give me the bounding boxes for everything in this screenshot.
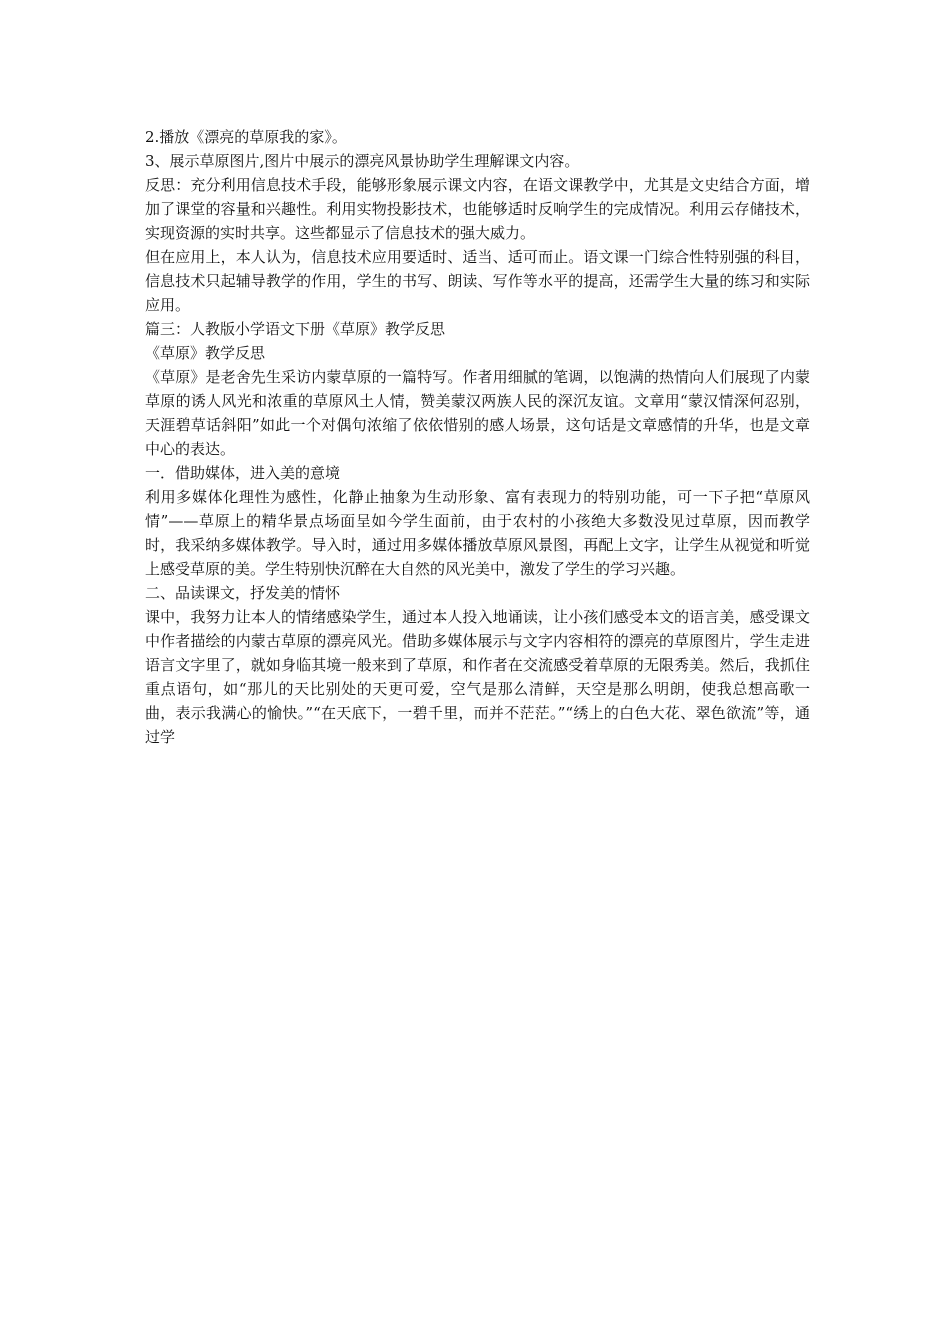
paragraph-application: 但在应用上，本人认为，信息技术应用要适时、适当、适可而止。语文课一门综合性特别强的科目，信息技术只起辅导教学的作用，学生的书写、朗读、写作等水平的提高，还需学生大量的练习和实际应用。 [145,248,810,314]
paragraph-reflection: 反思：充分利用信息技术手段，能够形象展示课文内容，在语文课教学中，尤其是文史结合方面，增加了课堂的容量和兴趣性。利用实物投影技术，也能够适时反响学生的完成情况。利用云存储技术，实现资源的实时共享。这些都显示了信息技术的强大威力。 [145,176,810,242]
document-body [145,125,810,749]
paragraph-reading: 课中，我努力让本人的情绪感染学生，通过本人投入地诵读，让小孩们感受本文的语言美，感受课文中作者描绘的内蒙古草原的漂亮风光。借助多媒体展示与文字内容相符的漂亮的草原图片，学生走进语言文字里了，就如身临其境一般来到了草原，和作者在交流感受着草原的无限秀美。然后，我抓住重点语句，如“那儿的天比别处的天更可爱，空气是那么清鲜，天空是那么明朗，使我总想高歌一曲，表示我满心的愉快。”“在天底下，一碧千里，而并不茫茫。”“绣上的白色大花、翠色欲流”等，通过学 [145,608,810,746]
subheading-reflection: 《草原》教学反思 [145,344,266,362]
subheading-one: 一．借助媒体，进入美的意境 [145,464,341,482]
subheading-two: 二、品读课文，抒发美的情怀 [145,584,341,602]
paragraph-media: 利用多媒体化理性为感性，化静止抽象为生动形象、富有表现力的特别功能，可一下子把“草原风情”——草原上的精华景点场面呈如今学生面前，由于农村的小孩绝大多数没见过草原，因而教学时，我采纳多媒体教学。导入时，通过用多媒体播放草原风景图，再配上文字，让学生从视觉和听觉上感受草原的美。学生特别快沉醉在大自然的风光美中，激发了学生的学习兴趣。 [145,488,810,578]
section-heading-part-3: 篇三：人教版小学语文下册《草原》教学反思 [145,320,446,338]
paragraph-step-2: 2.播放《漂亮的草原我的家》。 [145,128,347,146]
paragraph-step-3: 3、展示草原图片,图片中展示的漂亮风景协助学生理解课文内容。 [145,152,580,170]
paragraph-intro: 《草原》是老舍先生采访内蒙草原的一篇特写。作者用细腻的笔调，以饱满的热情向人们展现了内蒙草原的诱人风光和浓重的草原风土人情，赞美蒙汉两族人民的深沉友谊。文章用“蒙汉情深何忍别，天涯碧草话斜阳”如此一个对偶句浓缩了依依惜别的感人场景，这句话是文章感情的升华，也是文章中心的表达。 [145,368,810,458]
